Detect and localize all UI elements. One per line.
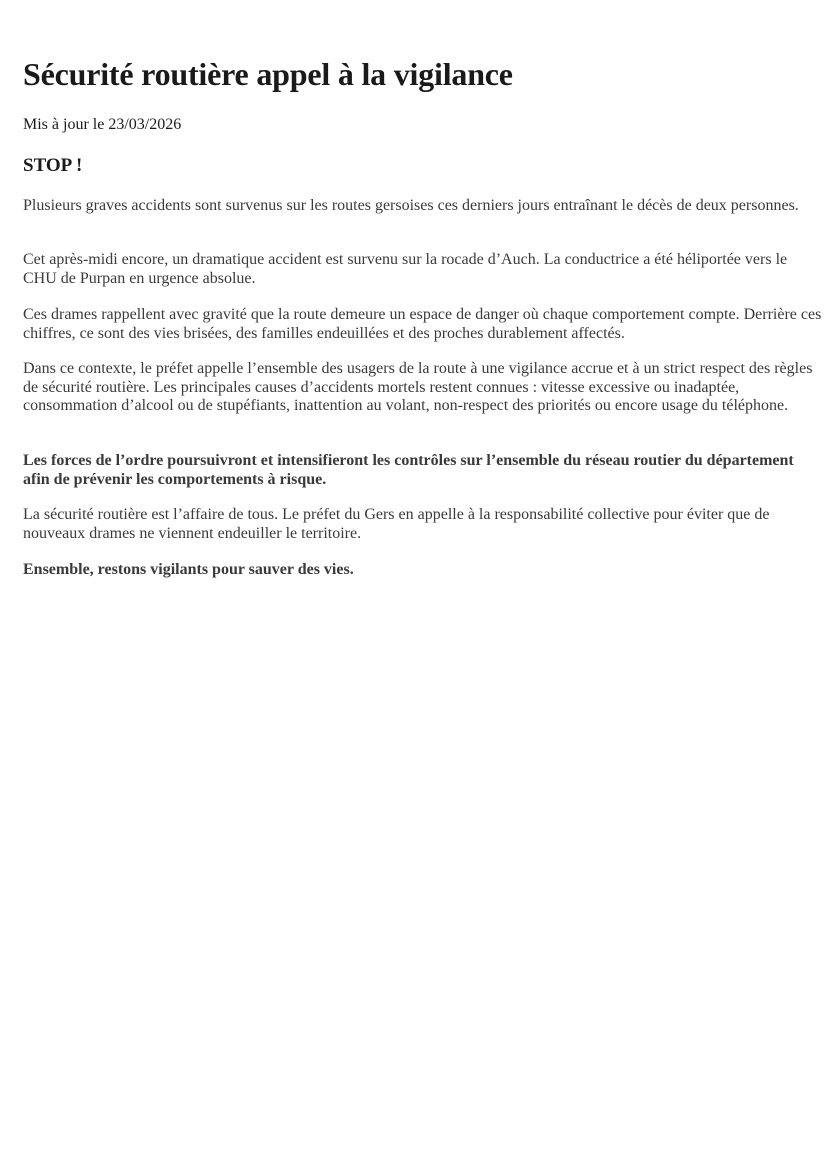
paragraph-controles: Les forces de l’ordre poursuivront et intensifieront les contrôles sur l’ensemble du réseau routier du département afin de prévenir les comportements à risque.	[23, 452, 794, 488]
updated-date: Mis à jour le 23/03/2026	[23, 116, 182, 133]
paragraph-responsabilite: La sécurité routière est l’affaire de tous. Le préfet du Gers en appelle à la responsabilité collective pour éviter que de nouveaux drames ne viennent endeuiller le territoire.	[23, 506, 770, 542]
paragraph-rocade-accident: Cet après-midi encore, un dramatique accident est survenu sur la rocade d’Auch. La conductrice a été héliportée vers le CHU de Purpan en urgence absolue.	[23, 251, 788, 287]
paragraph-conclusion: Ensemble, restons vigilants pour sauver des vies.	[23, 561, 354, 578]
paragraph-prefet-appel: Dans ce contexte, le préfet appelle l’ensemble des usagers de la route à une vigilance accrue et à un strict respect des règles de sécurité routière. Les principales causes d’accidents mortels restent connues : vitesse excessive ou inadaptée, consommation d’alcool ou de stupéfiants, inattention au volant, non-respect des priorités ou encore usage du téléphone.	[23, 360, 813, 414]
paragraph-drames: Ces drames rappellent avec gravité que la route demeure un espace de danger où chaque comportement compte. Derrière ces chiffres, ce sont des vies brisées, des familles endeuillées et des proches durablement affectés.	[23, 306, 822, 342]
article-title: Sécurité routière appel à la vigilance	[23, 56, 513, 92]
paragraph-accidents: Plusieurs graves accidents sont survenus sur les routes gersoises ces derniers jours entraînant le décès de deux personnes.	[23, 197, 799, 214]
article-subtitle: STOP !	[23, 155, 83, 176]
